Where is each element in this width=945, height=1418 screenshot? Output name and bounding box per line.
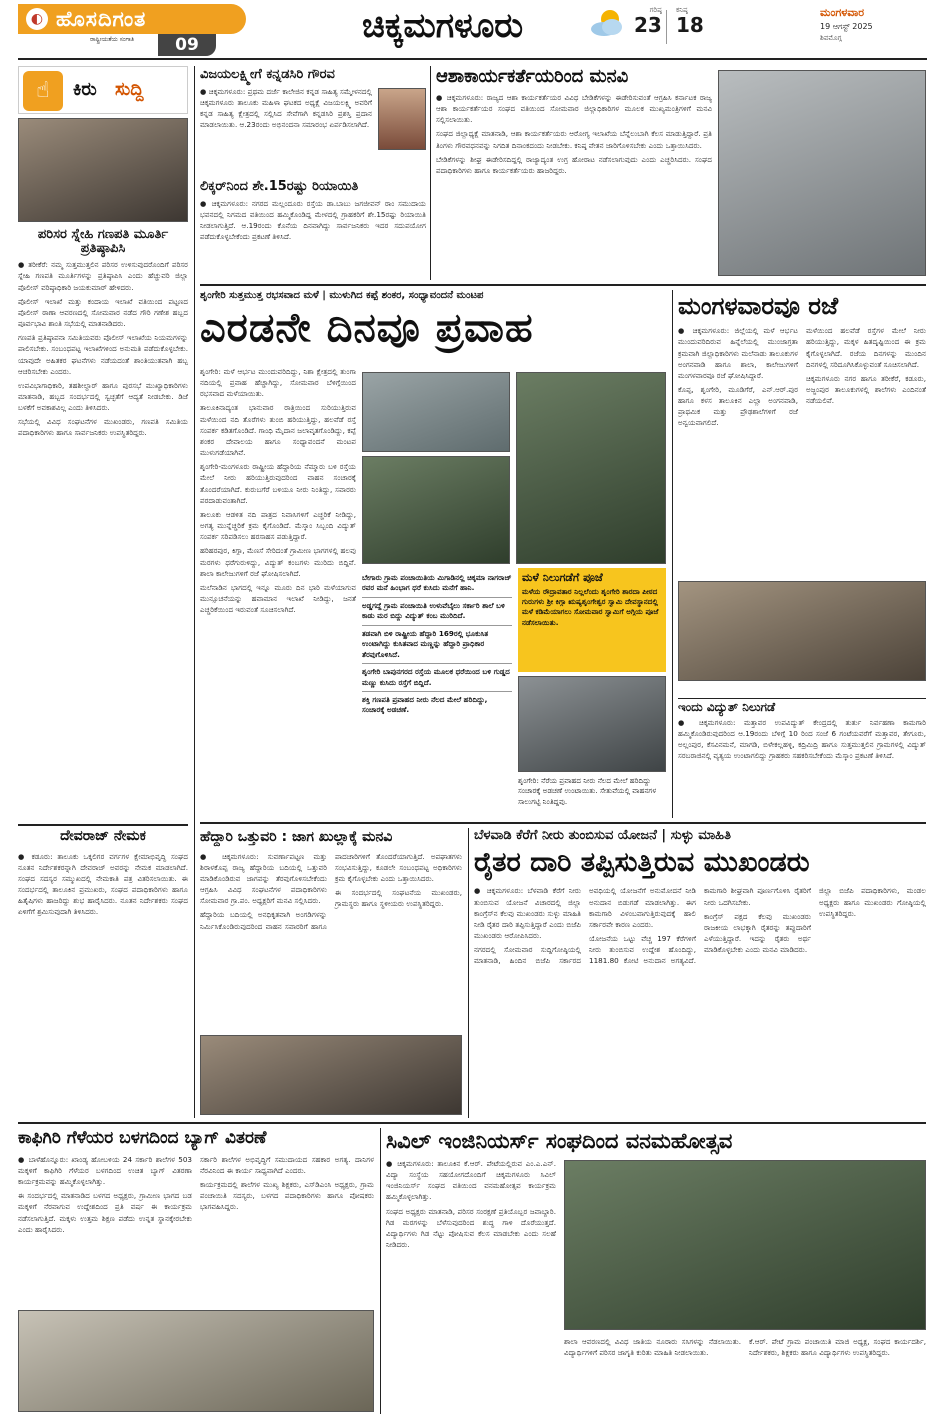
rain-bullet: ಶಕ್ತಿ ಗಣಪತಿ ಪ್ರವಾಹದ ನೀರು ನೆಲದ ಮೇಲೆ ಹರಿದಿದ್ದು, ಸಂಚಾರಕ್ಕೆ ಅಡಚಣೆ.	[362, 694, 488, 715]
farmers-story	[474, 828, 926, 1118]
flood-photo-2	[362, 456, 510, 564]
devaraj-headline: ದೇವರಾಜ್ ನೇಮಕ	[18, 824, 188, 847]
liquor-story	[200, 178, 426, 282]
asha-headline: ಆಶಾಕಾರ್ಯಕರ್ತೆಯರಿಂದ ಮನವಿ	[436, 66, 629, 87]
dateline: ಮಂಗಳವಾರ 19 ಆಗಸ್ಟ್ 2025 ಶಿವಮೊಗ್ಗ	[820, 6, 873, 42]
vijayalakshmi-headline: ವಿಜಯಲಕ್ಷ್ಮೀಗೆ ಕನ್ನಡಸಿರಿ ಗೌರವ	[200, 67, 335, 82]
hedduri-headline: ಹೆದ್ದಾರಿ ಒತ್ತುವರಿ : ಜಾಗ ಖುಲ್ಲಾಕ್ಕೆ ಮನವಿ	[200, 829, 393, 845]
rain-kicker: ಶೃಂಗೇರಿ ಸುತ್ತಮುತ್ತ ರಭಸವಾದ ಮಳೆ | ಮುಳುಗಿದ ಕಪ್ಪೆ ಶಂಕರ, ಸಂಧ್ಯಾವಂದನೆ ಮಂಟಪ	[200, 290, 484, 301]
farmers-body: ● ಚಿಕ್ಕಮಗಳೂರು: ಬೆಳವಾಡಿ ಕೆರೆಗೆ ನೀರು ತುಂಬಿಸುವ ಯೋಜನೆ ವಿಚಾರದಲ್ಲಿ ಜಿಲ್ಲಾ ಕಾಂಗ್ರೆಸ್‌ನ ಕೆಲವು ಮುಖಂಡರು ಸುಳ್ಳು ಮಾಹಿತಿ ನೀಡಿ ರೈತರ ದಾರಿ ತಪ್ಪಿಸುತ್ತಿದ್ದಾರೆ ಎಂದು ಬಿಜೆಪಿ ಮುಖಂಡರು ಆರೋಪಿಸಿದರು. ನಗರದಲ್ಲಿ ಸೋಮವಾರ ಸುದ್ದಿಗೋಷ್ಠಿಯಲ್ಲಿ ಮಾತನಾಡಿ, ಹಿಂದಿನ ಬಿಜೆಪಿ ಸರ್ಕಾರದ ಅವಧಿಯಲ್ಲಿ ಯೋಜನೆಗೆ ಅನುಮೋದನೆ ನೀಡಿ ಅನುದಾನ ಬಿಡುಗಡೆ ಮಾಡಲಾಗಿತ್ತು. ಈಗ ಕಾಮಗಾರಿ ವಿಳಂಬವಾಗುತ್ತಿರುವುದಕ್ಕೆ ಹಾಲಿ ಸರ್ಕಾರವೇ ಕಾರಣ ಎಂದರು. ಯೋಜನೆಯ ಒಟ್ಟು ವೆಚ್ಚ 197 ಕೆರೆಗಳಿಗೆ ನೀರು ತುಂಬಿಸುವ ಉದ್ದೇಶ ಹೊಂದಿದ್ದು, 1181.80 ಕೋಟಿ ಅನುದಾನ ಅಗತ್ಯವಿದೆ. ಕಾಮಗಾರಿ ಶೀಘ್ರವಾಗಿ ಪೂರ್ಣಗೊಳಿಸಿ ರೈತರಿಗೆ ನೀರು ಒದಗಿಸಬೇಕು. ಕಾಂಗ್ರೆಸ್ ಪಕ್ಷದ ಕೆಲವು ಮುಖಂಡರು ರಾಜಕೀಯ ಲಾಭಕ್ಕಾಗಿ ರೈತರನ್ನು ತಪ್ಪುದಾರಿಗೆ ಎಳೆಯುತ್ತಿದ್ದಾರೆ. ಇದನ್ನು ರೈತರು ಅರ್ಥ ಮಾಡಿಕೊಳ್ಳಬೇಕು ಎಂದು ಮನವಿ ಮಾಡಿದರು. ಜಿಲ್ಲಾ ಬಿಜೆಪಿ ಪದಾಧಿಕಾರಿಗಳು, ಮಂಡಲ ಅಧ್ಯಕ್ಷರು ಹಾಗೂ ಮುಖಂಡರು ಗೋಷ್ಠಿಯಲ್ಲಿ ಉಪಸ್ಥಿತರಿದ್ದರು.	[474, 886, 926, 966]
civil-body-a: ● ಚಿಕ್ಕಮಗಳೂರು: ತಾಲೂಕಿನ ಕೆ.ಆರ್. ಪೇಟೆಯಲ್ಲಿರುವ ಎಂ.ಎ.ಎನ್. ವಿದ್ಯಾ ಸಂಸ್ಥೆಯ ಸಹಯೋಗದೊಂದಿಗೆ ಚಿಕ್ಕಮಗಳೂರು ಸಿವಿಲ್ ಇಂಜಿನಿಯರ್ಸ್ ಸಂಘದ ವತಿಯಿಂದ ವನಮಹೋತ್ಸವ ಕಾರ್ಯಕ್ರಮ ಹಮ್ಮಿಕೊಳ್ಳಲಾಗಿತ್ತು. ಸಂಘದ ಅಧ್ಯಕ್ಷರು ಮಾತನಾಡಿ, ಪರಿಸರ ಸಂರಕ್ಷಣೆ ಪ್ರತಿಯೊಬ್ಬರ ಜವಾಬ್ದಾರಿ. ಗಿಡ ಮರಗಳನ್ನು ಬೆಳೆಸುವುದರಿಂದ ಶುದ್ಧ ಗಾಳಿ ದೊರೆಯುತ್ತದೆ. ವಿದ್ಯಾರ್ಥಿಗಳು ಗಿಡ ನೆಟ್ಟು ಪೋಷಿಸುವ ಕೆಲಸ ಮಾಡಬೇಕು ಎಂದು ಸಲಹೆ ನೀಡಿದರು.	[386, 1159, 556, 1250]
liquor-headline: ಲಿಕ್ಕರ್‌ನಿಂದ ಶೇ.15ರಷ್ಟು ರಿಯಾಯಿತಿ	[200, 179, 359, 194]
farmers-kicker: ಬೆಳವಾಡಿ ಕೆರೆಗೆ ನೀರು ತುಂಬಿಸುವ ಯೋಜನೆ | ಸುಳ್ಳು ಮಾಹಿತಿ	[474, 828, 732, 843]
liquor-body: ● ಚಿಕ್ಕಮಗಳೂರು: ನಗರದ ಮಲ್ಲಂದೂರು ರಸ್ತೆಯ ಡಾ.ಬಾಬು ಜಗಜೀವನ್ ರಾಂ ಸಮುದಾಯ ಭವನದಲ್ಲಿ ನಿಗಮದ ವತಿಯಿಂದ ಹಮ್ಮಿಕೊಂಡಿದ್ದ ಮೇಳದಲ್ಲಿ ಗ್ರಾಹಕರಿಗೆ ಶೇ.15ರಷ್ಟು ರಿಯಾಯಿತಿ ನೀಡಲಾಗುತ್ತಿದೆ. ಆ.19ರಂದು ಕೊನೆಯ ದಿನವಾಗಿದ್ದು ಸಾರ್ವಜನಿಕರು ಇದರ ಸದುಪಯೋಗ ಪಡೆದುಕೊಳ್ಳಬೇಕೆಂದು ಪ್ರಕಟಣೆ ತಿಳಿಸಿದೆ.	[200, 198, 426, 242]
kiru-suddi-column	[18, 66, 188, 818]
flood-photo-1	[362, 372, 510, 452]
meeting-photo	[18, 118, 188, 222]
section-title: ಚಿಕ್ಕಮಗಳೂರು	[362, 6, 524, 46]
rain-bullet: ತಡವಾಗಿ ಬಿಳಿ ರಾಷ್ಟ್ರೀಯ ಹೆದ್ದಾರಿ 169ರಲ್ಲಿ ಭೂಕುಸಿತ ಉಂಟಾಗಿದ್ದು ಕುಸಿತವಾದ ಮಣ್ಣನ್ನು ಹೆದ್ದಾರಿ ಪ್ರಾಧಿಕಾರ ತೆರವುಗೊಳಿಸಿದೆ.	[362, 626, 512, 664]
vijayalakshmi-body: ● ಚಿಕ್ಕಮಗಳೂರು: ಪ್ರಥಮ ದರ್ಜೆ ಕಾಲೇಜಿನ ಕನ್ನಡ ಸಾಹಿತ್ಯ ಸಮ್ಮೇಳನದಲ್ಲಿ ಚಿಕ್ಕಮಗಳೂರು ತಾಲೂಕು ಮಹಿಳಾ ಘಟಕದ ಅಧ್ಯಕ್ಷೆ ವಿಜಯಲಕ್ಷ್ಮಿ ಅವರಿಗೆ ಕನ್ನಡ ಸಾಹಿತ್ಯ ಕ್ಷೇತ್ರದಲ್ಲಿ ಸಲ್ಲಿಸಿದ ಸೇವೆಗಾಗಿ ಕನ್ನಡಸಿರಿ ಪ್ರಶಸ್ತಿ ಪ್ರದಾನ ಮಾಡಲಾಯಿತು. ಆ.23ರಂದು ಅಭಿನಂದನಾ ಸಮಾರಂಭ ಏರ್ಪಡಿಸಲಾಗಿದೆ.	[200, 86, 372, 130]
devaraj-body: ● ಕಡೂರು: ತಾಲೂಕು ಒಕ್ಕಲಿಗರ ವರ್ಗಗಳ ಕ್ಷೇಮಾಭಿವೃದ್ಧಿ ಸಂಘದ ನೂತನ ನಿರ್ದೇಶಕರನ್ನಾಗಿ ದೇವರಾಜ್ ಅವರನ್ನು ನೇಮಕ ಮಾಡಲಾಗಿದೆ. ಸಂಘದ ಸದಸ್ಯರ ಸಮ್ಮುಖದಲ್ಲಿ ನೇಮಕಾತಿ ಪತ್ರ ವಿತರಿಸಲಾಯಿತು. ಈ ಸಂದರ್ಭದಲ್ಲಿ ತಾಲೂಕಿನ ಪ್ರಮುಖರು, ಸಂಘದ ಪದಾಧಿಕಾರಿಗಳು ಹಾಗೂ ಹಿತೈಷಿಗಳು ಹಾಜರಿದ್ದು ಶುಭ ಹಾರೈಸಿದರು. ನೂತನ ನಿರ್ದೇಶಕರು ಸಂಘದ ಏಳಿಗೆಗೆ ಶ್ರಮಿಸುವುದಾಗಿ ತಿಳಿಸಿದರು.	[18, 851, 188, 917]
asha-body: ● ಚಿಕ್ಕಮಗಳೂರು: ರಾಜ್ಯದ ಆಶಾ ಕಾರ್ಯಕರ್ತೆಯರ ವಿವಿಧ ಬೇಡಿಕೆಗಳನ್ನು ಈಡೇರಿಸುವಂತೆ ಆಗ್ರಹಿಸಿ ಕರ್ನಾಟಕ ರಾಜ್ಯ ಆಶಾ ಕಾರ್ಯಕರ್ತೆಯರ ಸಂಘದ ವತಿಯಿಂದ ಸೋಮವಾರ ಜಿಲ್ಲಾಧಿಕಾರಿಗಳ ಮೂಲಕ ಮುಖ್ಯಮಂತ್ರಿಗಳಿಗೆ ಮನವಿ ಸಲ್ಲಿಸಲಾಯಿತು. ಸಂಘದ ಜಿಲ್ಲಾಧ್ಯಕ್ಷೆ ಮಾತನಾಡಿ, ಆಶಾ ಕಾರ್ಯಕರ್ತೆಯರು ಆರೋಗ್ಯ ಇಲಾಖೆಯ ಬೆನ್ನೆಲುಬಾಗಿ ಕೆಲಸ ಮಾಡುತ್ತಿದ್ದಾರೆ. ಪ್ರತಿ ತಿಂಗಳು ಗೌರವಧನವನ್ನು ನಿಗದಿತ ದಿನಾಂಕದಂದು ನೀಡಬೇಕು. ಕನಿಷ್ಠ ವೇತನ ಜಾರಿಗೊಳಿಸಬೇಕು ಎಂದು ಒತ್ತಾಯಿಸಿದರು. ಬೇಡಿಕೆಗಳನ್ನು ಶೀಘ್ರ ಈಡೇರಿಸದಿದ್ದಲ್ಲಿ ರಾಜ್ಯಾದ್ಯಂತ ಉಗ್ರ ಹೋರಾಟ ನಡೆಸಲಾಗುವುದು ಎಂದು ಎಚ್ಚರಿಸಿದರು. ಸಂಘದ ಪದಾಧಿಕಾರಿಗಳು ಹಾಗೂ ಕಾರ್ಯಕರ್ತೆಯರು ಹಾಜರಿದ್ದರು.	[436, 93, 712, 175]
holiday-story	[678, 290, 926, 690]
puja-box-title: ಮಳೆ ನಿಲುಗಡೆಗೆ ಪೂಜೆ	[522, 571, 603, 584]
power-body: ● ಚಿಕ್ಕಮಗಳೂರು: ಮತ್ತಾವರ ಉಪವಿದ್ಯುತ್ ಕೇಂದ್ರದಲ್ಲಿ ತುರ್ತು ನಿರ್ವಹಣಾ ಕಾಮಗಾರಿ ಹಮ್ಮಿಕೊಂಡಿರುವುದರಿಂದ ಆ.19ರಂದು ಬೆಳಿಗ್ಗೆ 10 ರಿಂದ ಸಂಜೆ 6 ಗಂಟೆಯವರೆಗೆ ಮತ್ತಾವರ, ತೇಗೂರು, ಅಲ್ಲಂಪುರ, ಕೆಸವಿನಮನೆ, ಮಾಗಡಿ, ಬಿಳೇಕಲ್ಲಹಳ್ಳಿ, ಕದ್ರಿಮಿದ್ರಿ ಹಾಗೂ ಸುತ್ತಮುತ್ತಲಿನ ಗ್ರಾಮಗಳಲ್ಲಿ ವಿದ್ಯುತ್ ಸರಬರಾಜಿನಲ್ಲಿ ವ್ಯತ್ಯಯ ಉಂಟಾಗಲಿದ್ದು ಗ್ರಾಹಕರು ಸಹಕರಿಸಬೇಕೆಂದು ಮೆಸ್ಕಾಂ ಪ್ರಕಟಣೆ ತಿಳಿಸಿದೆ.	[678, 717, 926, 761]
devaraj-story	[18, 824, 188, 1124]
bags-story	[18, 1128, 374, 1414]
hedduri-body: ● ಚಿಕ್ಕಮಗಳೂರು: ಸುವರ್ಣಾಪಟ್ಟಣ ಮತ್ತು ಶಿರಾಳಕೊಪ್ಪ ರಾಜ್ಯ ಹೆದ್ದಾರಿಯ ಬದಿಯಲ್ಲಿ ಒತ್ತುವರಿ ಮಾಡಿಕೊಂಡಿರುವ ಜಾಗವನ್ನು ತೆರವುಗೊಳಿಸಬೇಕೆಂದು ಆಗ್ರಹಿಸಿ ವಿವಿಧ ಸಂಘಟನೆಗಳ ಪದಾಧಿಕಾರಿಗಳು ಸೋಮವಾರ ಗ್ರಾ.ಪಂ. ಅಧ್ಯಕ್ಷರಿಗೆ ಮನವಿ ಸಲ್ಲಿಸಿದರು. ಹೆದ್ದಾರಿಯ ಬದಿಯಲ್ಲಿ ಅನಧಿಕೃತವಾಗಿ ಅಂಗಡಿಗಳನ್ನು ನಿರ್ಮಿಸಿಕೊಂಡಿರುವುದರಿಂದ ವಾಹನ ಸವಾರರಿಗೆ ಹಾಗೂ ಪಾದಚಾರಿಗಳಿಗೆ ತೊಂದರೆಯಾಗುತ್ತಿದೆ. ಅಪಘಾತಗಳು ಸಂಭವಿಸುತ್ತಿದ್ದು, ಕೂಡಲೇ ಸಂಬಂಧಪಟ್ಟ ಅಧಿಕಾರಿಗಳು ಕ್ರಮ ಕೈಗೊಳ್ಳಬೇಕು ಎಂದು ಒತ್ತಾಯಿಸಿದರು. ಈ ಸಂದರ್ಭದಲ್ಲಿ ಸಂಘಟನೆಯ ಮುಖಂಡರು, ಗ್ರಾಮಸ್ಥರು ಹಾಗೂ ಸ್ಥಳೀಯರು ಉಪಸ್ಥಿತರಿದ್ದರು.	[200, 851, 462, 931]
paper-name: ಹೊಸದಿಗಂತ	[56, 6, 147, 31]
hedduri-story	[200, 828, 462, 1118]
hand-pointer-icon: ☝	[23, 71, 63, 111]
weather-max: ಗರಿಷ್ಠ 23	[634, 6, 662, 37]
puja-box	[518, 568, 666, 672]
weather-min: ಕನಿಷ್ಠ 18	[676, 6, 704, 37]
school-photo	[678, 581, 926, 681]
page-number: 09	[158, 34, 216, 56]
weather-cloud-icon	[590, 8, 624, 38]
bags-photo	[18, 1310, 374, 1412]
civil-body-b: ಶಾಲಾ ಆವರಣದಲ್ಲಿ ವಿವಿಧ ಜಾತಿಯ ನೂರಾರು ಸಸಿಗಳನ್ನು ನೆಡಲಾಯಿತು. ವಿದ್ಯಾರ್ಥಿಗಳಿಗೆ ಪರಿಸರ ಜಾಗೃತಿ ಕುರಿತು ಮಾಹಿತಿ ನೀಡಲಾಯಿತು. ಕೆ.ಆರ್. ಪೇಟೆ ಗ್ರಾಮ ಪಂಚಾಯಿತಿ ಮಾಜಿ ಅಧ್ಯಕ್ಷ, ಸಂಘದ ಕಾರ್ಯದರ್ಶಿ, ನಿರ್ದೇಶಕರು, ಶಿಕ್ಷಕರು ಹಾಗೂ ವಿದ್ಯಾರ್ಥಿಗಳು ಉಪಸ್ಥಿತರಿದ್ದರು.	[564, 1337, 926, 1358]
traffic-caption: ಶೃಂಗೇರಿ: ನೆರೆಯ ಪ್ರವಾಹದ ನೀರು ನೆಲದ ಮೇಲೆ ಹರಿದಿದ್ದು ಸಂಚಾರಕ್ಕೆ ಅಡಚಣೆ ಉಂಟಾಯಿತು. ಸೇತುವೆಯಲ್ಲಿ ವಾಹನಗಳ ಸಾಲುಗಟ್ಟಿ ನಿಂತಿದ್ದವು.	[518, 776, 657, 806]
rain-bullet: ಬೇಗಾರು ಗ್ರಾಮ ಪಂಚಾಯಿತಿಯ ಮಿಗಾಡಿನಲ್ಲಿ ಚಿಕ್ಕಮಾ ನಾಗರಾಜ್ ರವರ ಮನೆ ಹಿಂಭಾಗ ಧರೆ ಕುಸಿದು ಮನೆಗೆ ಹಾನಿ.	[362, 570, 512, 598]
power-story	[678, 698, 926, 818]
puja-box-body: ಮಳೆಯ ರೌದ್ರಾವತಾರ ನಿಲ್ಲಲೆಂದು ಶೃಂಗೇರಿ ಶಾರದಾ ಪೀಠದ ಗುರುಗಳು ಶ್ರೀ ಕಿಗ್ಗಾ ಋಷ್ಯಶೃಂಗೇಶ್ವರ ಸ್ವಾಮಿ ದೇವಸ್ಥಾನದಲ್ಲಿ ಮಳೆ ಕಡಿಮೆಯಾಗಲು ಸೋಮವಾರ ಸ್ವಾಮಿಗೆ ಅಗ್ಗಿಯ ಪೂಜೆ ನಡೆಸಲಾಯಿತು.	[522, 586, 659, 627]
holiday-body: ● ಚಿಕ್ಕಮಗಳೂರು: ಜಿಲ್ಲೆಯಲ್ಲಿ ಮಳೆ ಆರ್ಭಟ ಮುಂದುವರಿದಿರುವ ಹಿನ್ನೆಲೆಯಲ್ಲಿ ಮುಂಜಾಗ್ರತಾ ಕ್ರಮವಾಗಿ ಜಿಲ್ಲಾಧಿಕಾರಿಗಳು ಮಲೆನಾಡು ತಾಲೂಕುಗಳ ಅಂಗನವಾಡಿ ಹಾಗೂ ಶಾಲಾ, ಕಾಲೇಜುಗಳಿಗೆ ಮಂಗಳವಾರವೂ ರಜೆ ಘೋಷಿಸಿದ್ದಾರೆ. ಕೊಪ್ಪ, ಶೃಂಗೇರಿ, ಮೂಡಿಗೆರೆ, ಎನ್.ಆರ್.ಪುರ ಹಾಗೂ ಕಳಸ ತಾಲೂಕಿನ ಎಲ್ಲಾ ಅಂಗನವಾಡಿ, ಪ್ರಾಥಮಿಕ ಮತ್ತು ಪ್ರೌಢಶಾಲೆಗಳಿಗೆ ರಜೆ ಅನ್ವಯವಾಗಲಿದೆ. ಮಳೆಯಿಂದ ಹಲವೆಡೆ ರಸ್ತೆಗಳ ಮೇಲೆ ನೀರು ಹರಿಯುತ್ತಿದ್ದು, ಮಕ್ಕಳ ಹಿತದೃಷ್ಟಿಯಿಂದ ಈ ಕ್ರಮ ಕೈಗೊಳ್ಳಲಾಗಿದೆ. ರಜೆಯ ದಿನಗಳನ್ನು ಮುಂದಿನ ದಿನಗಳಲ್ಲಿ ಸರಿದೂಗಿಸಿಕೊಳ್ಳುವಂತೆ ಸೂಚಿಸಲಾಗಿದೆ. ಚಿಕ್ಕಮಗಳೂರು ನಗರ ಹಾಗೂ ತರೀಕೆರೆ, ಕಡೂರು, ಅಜ್ಜಂಪುರ ತಾಲೂಕುಗಳಲ್ಲಿ ಶಾಲೆಗಳು ಎಂದಿನಂತೆ ನಡೆಯಲಿವೆ.	[678, 326, 926, 428]
civil-headline: ಸಿವಿಲ್ ಇಂಜಿನಿಯರ್ಸ್ ಸಂಘದಿಂದ ವನಮಹೋತ್ಸವ	[386, 1129, 733, 1153]
vijayalakshmi-story	[200, 66, 426, 178]
traffic-photo	[518, 676, 666, 772]
rain-body: ಶೃಂಗೇರಿ: ಮಳೆ ಆರ್ಭಟ ಮುಂದುವರಿದಿದ್ದು, ನಿಶಾ ಕ್ಷೇತ್ರದಲ್ಲಿ ತುಂಗಾ ನದಿಯಲ್ಲಿ ಪ್ರವಾಹ ಹೆಚ್ಚಾಗಿದ್ದು, ಸೋಮವಾರ ಬೆಳಿಗ್ಗೆಯಿಂದ ರಭಸವಾದ ಮಳೆಯಾಯಿತು. ತಾಲೂಕಿನಾದ್ಯಂತ ಭಾನುವಾರ ರಾತ್ರಿಯಿಂದ ಸುರಿಯುತ್ತಿರುವ ಮಳೆಯಿಂದ ನದಿ ತೊರೆಗಳು ತುಂಬಿ ಹರಿಯುತ್ತಿದ್ದು, ಹಲವೆಡೆ ರಸ್ತೆ ಸಂಪರ್ಕ ಕಡಿತಗೊಂಡಿದೆ. ಗಾಂಧಿ ಮೈದಾನ ಜಲಾವೃತಗೊಂಡಿದ್ದು, ಕಪ್ಪೆ ಶಂಕರ ದೇವಾಲಯ ಹಾಗೂ ಸಂಧ್ಯಾವಂದನೆ ಮಂಟಪ ಮುಳುಗಡೆಯಾಗಿವೆ. ಶೃಂಗೇರಿ-ಮಂಗಳೂರು ರಾಷ್ಟ್ರೀಯ ಹೆದ್ದಾರಿಯ ನೆಮ್ಮಾರು ಬಳಿ ರಸ್ತೆಯ ಮೇಲೆ ನೀರು ಹರಿಯುತ್ತಿರುವುದರಿಂದ ವಾಹನ ಸಂಚಾರಕ್ಕೆ ತೊಂದರೆಯಾಗಿದೆ. ಕುರುಬಗೆರೆ ಬಳಿಯೂ ನೀರು ನಿಂತಿದ್ದು, ಸವಾರರು ಪರದಾಡುವಂತಾಗಿದೆ. ತಾಲೂಕು ಆಡಳಿತ ನದಿ ಪಾತ್ರದ ನಿವಾಸಿಗಳಿಗೆ ಎಚ್ಚರಿಕೆ ನೀಡಿದ್ದು, ಅಗತ್ಯ ಮುನ್ನೆಚ್ಚರಿಕೆ ಕ್ರಮ ಕೈಗೊಂಡಿದೆ. ಮೆಸ್ಕಾಂ ಸಿಬ್ಬಂದಿ ವಿದ್ಯುತ್ ಸಂಪರ್ಕ ಸರಿಪಡಿಸಲು ಹರಸಾಹಸ ಪಡುತ್ತಿದ್ದಾರೆ. ಹರಿಹರಪುರ, ಕಿಗ್ಗಾ, ಮೆಣಸೆ ಸೇರಿದಂತೆ ಗ್ರಾಮೀಣ ಭಾಗಗಳಲ್ಲಿ ಹಲವು ಮರಗಳು ಧರೆಗುರುಳಿದ್ದು, ವಿದ್ಯುತ್ ಕಂಬಗಳು ಮುರಿದು ಬಿದ್ದಿವೆ. ಶಾಲಾ ಕಾಲೇಜುಗಳಿಗೆ ರಜೆ ಘೋಷಿಸಲಾಗಿದೆ. ಮಲೆನಾಡಿನ ಭಾಗದಲ್ಲಿ ಇನ್ನೂ ಮೂರು ದಿನ ಭಾರಿ ಮಳೆಯಾಗುವ ಮುನ್ಸೂಚನೆಯನ್ನು ಹವಾಮಾನ ಇಲಾಖೆ ನೀಡಿದ್ದು, ಜನತೆ ಎಚ್ಚರಿಕೆಯಿಂದ ಇರುವಂತೆ ಸೂಚಿಸಲಾಗಿದೆ.	[200, 367, 356, 615]
rain-bullet: ಅಡ್ಡಗದ್ದೆ ಗ್ರಾಮ ಪಂಚಾಯಿತಿ ಉಳುವೆಬೈಲು ಸರ್ಕಾರಿ ಶಾಲೆ ಬಳಿ ಕಾಡು ಮರ ಬಿದ್ದು ವಿದ್ಯುತ್ ಕಂಬ ಮುರಿದಿದೆ.	[362, 598, 512, 626]
asha-story	[436, 66, 926, 280]
hedduri-photo	[200, 1035, 462, 1115]
logo-emblem-icon: ◐	[26, 8, 48, 30]
kiru-suddi-banner: ☝ ಕಿರು ಸುದ್ದಿ	[18, 66, 188, 114]
bags-body: ● ಬಾಳೆಹೊನ್ನೂರು: ಖಾಂಡ್ಯ ಹೋಬಳಿಯ 24 ಸರ್ಕಾರಿ ಶಾಲೆಗಳ 503 ಮಕ್ಕಳಿಗೆ ಕಾಫಿಗಿರಿ ಗೆಳೆಯರ ಬಳಗದಿಂದ ಉಚಿತ ಬ್ಯಾಗ್ ವಿತರಣಾ ಕಾರ್ಯಕ್ರಮವನ್ನು ಹಮ್ಮಿಕೊಳ್ಳಲಾಗಿತ್ತು. ಈ ಸಂದರ್ಭದಲ್ಲಿ ಮಾತನಾಡಿದ ಬಳಗದ ಅಧ್ಯಕ್ಷರು, ಗ್ರಾಮೀಣ ಭಾಗದ ಬಡ ಮಕ್ಕಳಿಗೆ ನೆರವಾಗುವ ಉದ್ದೇಶದಿಂದ ಪ್ರತಿ ವರ್ಷ ಈ ಕಾರ್ಯಕ್ರಮ ನಡೆಸಲಾಗುತ್ತಿದೆ. ಮಕ್ಕಳು ಉತ್ತಮ ಶಿಕ್ಷಣ ಪಡೆದು ಉನ್ನತ ಸ್ಥಾನಕ್ಕೇರಬೇಕು ಎಂದು ಹಾರೈಸಿದರು. ಸರ್ಕಾರಿ ಶಾಲೆಗಳ ಅಭಿವೃದ್ಧಿಗೆ ಸಮುದಾಯದ ಸಹಕಾರ ಅಗತ್ಯ. ದಾನಿಗಳ ನೆರವಿನಿಂದ ಈ ಕಾರ್ಯ ಸಾಧ್ಯವಾಗಿದೆ ಎಂದರು. ಕಾರ್ಯಕ್ರಮದಲ್ಲಿ ಶಾಲೆಗಳ ಮುಖ್ಯ ಶಿಕ್ಷಕರು, ಎಸ್‌ಡಿಎಂಸಿ ಅಧ್ಯಕ್ಷರು, ಗ್ರಾಮ ಪಂಚಾಯಿತಿ ಸದಸ್ಯರು, ಬಳಗದ ಪದಾಧಿಕಾರಿಗಳು ಹಾಗೂ ಪೋಷಕರು ಭಾಗವಹಿಸಿದ್ದರು.	[18, 1154, 374, 1234]
holiday-headline: ಮಂಗಳವಾರವೂ ರಜೆ	[678, 292, 839, 320]
power-headline: ಇಂದು ವಿದ್ಯುತ್ ನಿಲುಗಡೆ	[678, 698, 926, 717]
bags-headline: ಕಾಫಿಗಿರಿ ಗೆಳೆಯರ ಬಳಗದಿಂದ ಬ್ಯಾಗ್ ವಿತರಣೆ	[18, 1128, 267, 1148]
vijayalakshmi-portrait	[378, 88, 426, 150]
ganapati-headline: ಪರಿಸರ ಸ್ನೇಹಿ ಗಣಪತಿ ಮೂರ್ತಿ ಪ್ರತಿಷ್ಠಾಪಿಸಿ	[37, 227, 169, 256]
asha-photo	[718, 70, 926, 276]
paper-logo	[18, 4, 246, 34]
masthead	[0, 0, 945, 62]
rain-headline: ಎರಡನೇ ದಿನವೂ ಪ್ರವಾಹ	[200, 305, 534, 351]
landslide-photo	[516, 372, 666, 564]
tagline: ರಾಷ್ಟ್ರೀಯತೆಯ ಸಂಗಾತಿ	[90, 36, 135, 43]
ganapati-body: ● ತರೀಕೆರೆ: ನಮ್ಮ ಸುತ್ತಮುತ್ತಲಿನ ಪರಿಸರ ಉಳಿಸುವುದರೊಂದಿಗೆ ಪರಿಸರ ಸ್ನೇಹಿ ಗಣಪತಿ ಮೂರ್ತಿಗಳನ್ನು ಪ್ರತಿಷ್ಠಾಪಿಸಿ ಎಂದು ಹೆಚ್ಚುವರಿ ಜಿಲ್ಲಾ ಪೊಲೀಸ್ ವರಿಷ್ಠಾಧಿಕಾರಿ ಜಯಕುಮಾರ್ ಹೇಳಿದರು. ಪೊಲೀಸ್ ಇಲಾಖೆ ಮತ್ತು ಕಂದಾಯ ಇಲಾಖೆ ವತಿಯಿಂದ ಪಟ್ಟಣದ ಪೊಲೀಸ್ ಠಾಣಾ ಆವರಣದಲ್ಲಿ ಸೋಮವಾರ ನಡೆದ ಗೌರಿ ಗಣೇಶ ಹಬ್ಬದ ಪೂರ್ವಭಾವಿ ಶಾಂತಿ ಸಭೆಯಲ್ಲಿ ಮಾತನಾಡಿದರು. ಗಣಪತಿ ಪ್ರತಿಷ್ಠಾಪನಾ ಸಮಿತಿಯವರು ಪೊಲೀಸ್ ಇಲಾಖೆಯ ನಿಯಮಗಳನ್ನು ಪಾಲಿಸಬೇಕು. ಸಂಬಂಧಪಟ್ಟ ಇಲಾಖೆಗಳಿಂದ ಅನುಮತಿ ಪಡೆದುಕೊಳ್ಳಬೇಕು. ಯಾವುದೇ ಅಹಿತಕರ ಘಟನೆಗಳು ನಡೆಯದಂತೆ ಶಾಂತಿಯುತವಾಗಿ ಹಬ್ಬ ಆಚರಿಸಬೇಕು ಎಂದರು. ಉಪವಿಭಾಗಾಧಿಕಾರಿ, ತಹಶೀಲ್ದಾರ್ ಹಾಗೂ ಪುರಸಭೆ ಮುಖ್ಯಾಧಿಕಾರಿಗಳು ಮಾತನಾಡಿ, ಹಬ್ಬದ ಸಂದರ್ಭದಲ್ಲಿ ಸ್ವಚ್ಛತೆಗೆ ಆದ್ಯತೆ ನೀಡಬೇಕು. ಡಿಜೆ ಬಳಕೆಗೆ ಅವಕಾಶವಿಲ್ಲ ಎಂದು ತಿಳಿಸಿದರು. ಸಭೆಯಲ್ಲಿ ವಿವಿಧ ಸಂಘಟನೆಗಳ ಮುಖಂಡರು, ಗಣಪತಿ ಸಮಿತಿಯ ಪದಾಧಿಕಾರಿಗಳು ಹಾಗೂ ಸಾರ್ವಜನಿಕರು ಉಪಸ್ಥಿತರಿದ್ದರು.	[18, 260, 188, 438]
tree-planting-photo	[564, 1160, 926, 1330]
civil-story	[386, 1128, 926, 1414]
rain-story	[200, 290, 666, 818]
farmers-headline: ರೈತರ ದಾರಿ ತಪ್ಪಿಸುತ್ತಿರುವ ಮುಖಂಡರು	[474, 847, 810, 878]
rain-bullets	[362, 570, 512, 719]
rain-bullet: ಶೃಂಗೇರಿ ಬಾಪುನಗರದ ರಸ್ತೆಯ ಮೂಲಕ ಧರೆಯಿಂದ ಬಳಿ ಗುಡ್ಡದ ಮಣ್ಣು ಕುಸಿದು ರಸ್ತೆಗೆ ಬಿದ್ದಿದೆ.	[362, 664, 512, 692]
